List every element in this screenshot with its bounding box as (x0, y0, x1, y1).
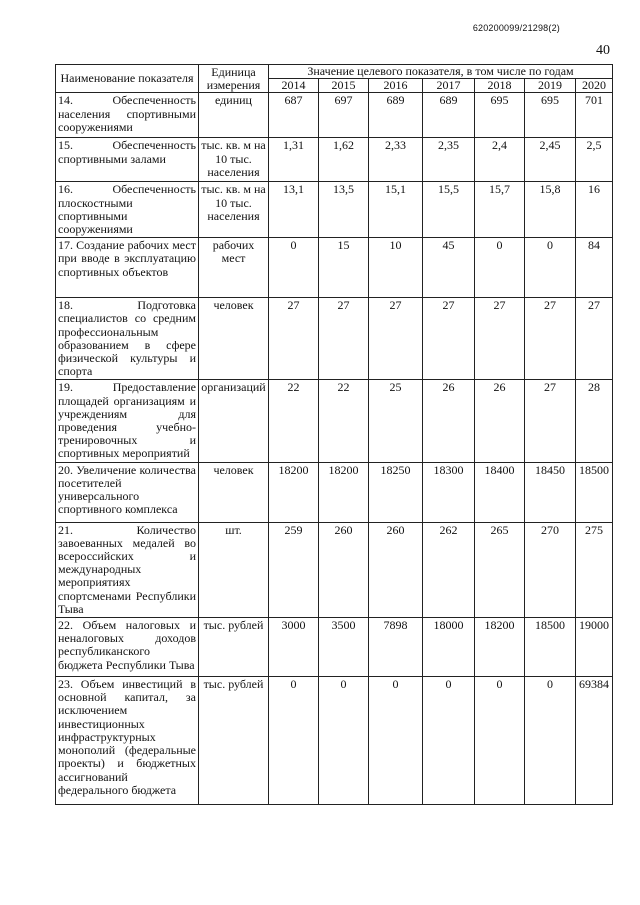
indicator-value: 15,8 (525, 182, 576, 238)
header-year: 2017 (423, 79, 475, 93)
indicator-value: 2,33 (369, 138, 423, 182)
indicator-value: 15,5 (423, 182, 475, 238)
indicator-value: 3000 (269, 618, 319, 677)
indicator-value: 1,31 (269, 138, 319, 182)
table-row (56, 462, 613, 522)
indicator-value: 15,7 (475, 182, 525, 238)
indicator-value: 27 (525, 380, 576, 462)
indicator-value: 0 (525, 238, 576, 298)
indicator-unit: тыс. рублей (199, 677, 269, 805)
indicator-value: 701 (576, 93, 613, 138)
indicator-value: 18250 (369, 462, 423, 522)
header-year: 2019 (525, 79, 576, 93)
indicator-value: 689 (423, 93, 475, 138)
table-row (56, 618, 613, 677)
table-row (56, 677, 613, 805)
indicator-name: 14. Обеспеченность населения спортивными сооружениями (56, 93, 199, 138)
indicator-unit: рабочих мест (199, 238, 269, 298)
indicator-value: 687 (269, 93, 319, 138)
indicator-name: 16. Обеспеченность плоскостными спортивными сооружениями (56, 182, 199, 238)
indicator-value: 27 (369, 298, 423, 380)
indicator-value: 265 (475, 522, 525, 617)
indicator-unit: тыс. кв. м на 10 тыс. населения (199, 182, 269, 238)
indicator-value: 18200 (269, 462, 319, 522)
indicator-value: 26 (423, 380, 475, 462)
indicator-value: 18400 (475, 462, 525, 522)
indicator-value: 18000 (423, 618, 475, 677)
table-row (56, 238, 613, 298)
indicator-value: 27 (475, 298, 525, 380)
indicator-value: 45 (423, 238, 475, 298)
indicator-value: 27 (423, 298, 475, 380)
indicator-name: 19. Предоставление площадей организациям и учреждениям для проведения учебно-тренировочных и спортивных мероприятий (56, 380, 199, 462)
indicator-value: 10 (369, 238, 423, 298)
indicator-value: 22 (319, 380, 369, 462)
indicator-value: 260 (369, 522, 423, 617)
table-row (56, 138, 613, 182)
indicator-value: 2,45 (525, 138, 576, 182)
indicator-value: 18500 (525, 618, 576, 677)
indicator-name: 18. Подготовка специалистов со средним профессиональным образованием в сфере физической культуры и спорта (56, 298, 199, 380)
indicator-value: 260 (319, 522, 369, 617)
indicator-unit: человек (199, 298, 269, 380)
indicator-value: 689 (369, 93, 423, 138)
page-number: 40 (596, 43, 610, 58)
table-row (56, 298, 613, 380)
indicator-value: 0 (475, 677, 525, 805)
indicator-unit: единиц (199, 93, 269, 138)
indicator-unit: тыс. кв. м на 10 тыс. населения (199, 138, 269, 182)
header-unit: Единица измерения (199, 65, 269, 93)
table-row (56, 380, 613, 462)
indicator-value: 259 (269, 522, 319, 617)
indicator-value: 275 (576, 522, 613, 617)
indicator-value: 27 (269, 298, 319, 380)
indicator-value: 84 (576, 238, 613, 298)
indicator-value: 18200 (475, 618, 525, 677)
indicator-value: 13,1 (269, 182, 319, 238)
indicator-value: 18500 (576, 462, 613, 522)
indicator-value: 27 (319, 298, 369, 380)
indicator-name: 23. Объем инвестиций в основной капитал, за исключением инвестиционных инфраструктурных монополий (федеральные проекты) и бюджетных ассигнований федерального бюджета (56, 677, 199, 805)
indicator-value: 69384 (576, 677, 613, 805)
table-row (56, 182, 613, 238)
header-year: 2014 (269, 79, 319, 93)
indicator-value: 15,1 (369, 182, 423, 238)
header-year: 2020 (576, 79, 613, 93)
indicator-value: 0 (319, 677, 369, 805)
indicator-value: 22 (269, 380, 319, 462)
indicator-name: 17. Создание рабочих мест при вводе в эксплуатацию спортивных объектов (56, 238, 199, 298)
indicator-value: 27 (525, 298, 576, 380)
header-year: 2018 (475, 79, 525, 93)
indicator-value: 0 (423, 677, 475, 805)
indicator-value: 2,35 (423, 138, 475, 182)
indicator-value: 0 (269, 677, 319, 805)
table-row (56, 93, 613, 138)
indicator-value: 3500 (319, 618, 369, 677)
header-year: 2015 (319, 79, 369, 93)
indicator-value: 19000 (576, 618, 613, 677)
indicator-name: 22. Объем налоговых и неналоговых доходов республиканского бюджета Республики Тыва (56, 618, 199, 677)
indicator-value: 0 (369, 677, 423, 805)
indicator-unit: организаций (199, 380, 269, 462)
indicator-value: 0 (525, 677, 576, 805)
indicator-value: 13,5 (319, 182, 369, 238)
indicator-value: 16 (576, 182, 613, 238)
indicator-value: 695 (525, 93, 576, 138)
indicator-value: 695 (475, 93, 525, 138)
header-indicator-name: Наименование показателя (56, 65, 199, 93)
indicator-value: 697 (319, 93, 369, 138)
indicator-unit: тыс. рублей (199, 618, 269, 677)
indicator-value: 18450 (525, 462, 576, 522)
indicator-value: 2,4 (475, 138, 525, 182)
indicator-name: 15. Обеспеченность спортивными залами (56, 138, 199, 182)
indicator-value: 1,62 (319, 138, 369, 182)
indicator-value: 0 (475, 238, 525, 298)
indicator-value: 7898 (369, 618, 423, 677)
indicator-value: 28 (576, 380, 613, 462)
indicator-name: 20. Увеличение количества посетителей универсального спортивного комплекса (56, 462, 199, 522)
indicator-name: 21. Количество завоеванных медалей во всероссийских и международных мероприятиях спортсменами Республики Тыва (56, 522, 199, 617)
header-year: 2016 (369, 79, 423, 93)
indicator-value: 270 (525, 522, 576, 617)
indicator-value: 18300 (423, 462, 475, 522)
document-code: 620200099/21298(2) (472, 23, 560, 33)
indicator-unit: шт. (199, 522, 269, 617)
table-row (56, 522, 613, 617)
indicator-value: 0 (269, 238, 319, 298)
indicator-value: 25 (369, 380, 423, 462)
indicator-value: 27 (576, 298, 613, 380)
header-target-values: Значение целевого показателя, в том числе по годам (269, 65, 613, 79)
indicator-value: 26 (475, 380, 525, 462)
indicators-table (55, 64, 613, 805)
indicator-value: 18200 (319, 462, 369, 522)
indicator-unit: человек (199, 462, 269, 522)
indicator-value: 15 (319, 238, 369, 298)
indicator-value: 2,5 (576, 138, 613, 182)
indicator-value: 262 (423, 522, 475, 617)
